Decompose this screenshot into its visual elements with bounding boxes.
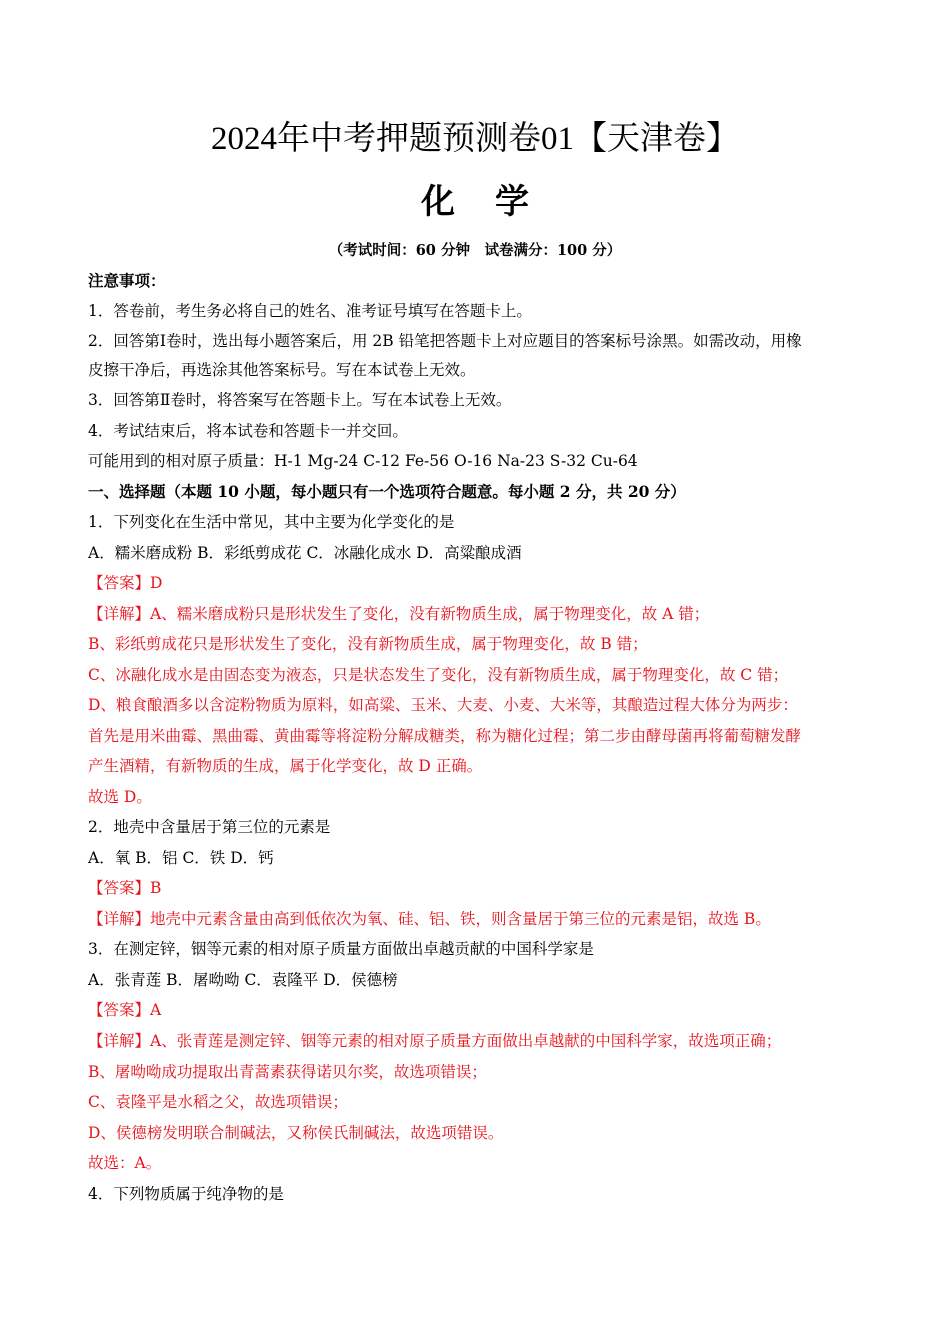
- section-heading: 一、选择题（本题 10 小题，每小题只有一个选项符合题意。每小题 2 分，共 20 分）: [88, 482, 686, 501]
- detail-line: B、彩纸剪成花只是形状发生了变化，没有新物质生成，属于物理变化，故 B 错；: [88, 635, 648, 653]
- detail-line: D、侯德榜发明联合制碱法，又称侯氏制碱法，故选项错误。: [88, 1124, 504, 1142]
- notice-item: 1．答卷前，考生务必将自己的姓名、准考证号填写在答题卡上。: [88, 302, 532, 320]
- atomic-masses: 可能用到的相对原子质量：H-1 Mg-24 C-12 Fe-56 O-16 Na-23 S-32 Cu-64: [88, 452, 638, 470]
- detail-line: B、屠呦呦成功提取出青蒿素获得诺贝尔奖，故选项错误；: [88, 1063, 487, 1081]
- answer-label: 【答案】D: [88, 574, 163, 592]
- notice-item: 2．回答第Ⅰ卷时，选出每小题答案后，用 2B 铅笔把答题卡上对应题目的答案标号涂黑。如需改动，用橡: [88, 332, 802, 350]
- answer-label: 【答案】A: [88, 1001, 162, 1019]
- detail-line: 【详解】A、张青莲是测定锌、铟等元素的相对原子质量方面做出卓越献的中国科学家，故选项正确；: [88, 1032, 782, 1050]
- subject-title: 化学: [421, 182, 569, 222]
- question-options: A．张青莲 B．屠呦呦 C．袁隆平 D．侯德榜: [88, 971, 398, 989]
- question-stem: 3．在测定锌，铟等元素的相对原子质量方面做出卓越贡献的中国科学家是: [88, 940, 594, 958]
- detail-line: 【详解】A、糯米磨成粉只是形状发生了变化，没有新物质生成，属于物理变化，故 A 错；: [88, 605, 710, 623]
- question-options: A．糯米磨成粉 B．彩纸剪成花 C．冰融化成水 D．高粱酿成酒: [88, 544, 522, 562]
- detail-line: 故选 D。: [88, 788, 152, 806]
- detail-line: 故选：A。: [88, 1154, 162, 1172]
- notice-item: 皮擦干净后，再选涂其他答案标号。写在本试卷上无效。: [88, 361, 476, 379]
- question-options: A．氧 B．铝 C．铁 D．钙: [88, 849, 274, 867]
- notice-heading: 注意事项：: [88, 271, 166, 290]
- detail-line: D、粮食酿酒多以含淀粉物质为原料，如高粱、玉米、大麦、小麦、大米等，其酿造过程大体分为两步：: [88, 696, 798, 714]
- detail-line: 产生酒精，有新物质的生成，属于化学变化，故 D 正确。: [88, 757, 483, 775]
- exam-info: （考试时间：60 分钟 试卷满分：100 分）: [328, 242, 622, 259]
- detail-line: C、冰融化成水是由固态变为液态，只是状态发生了变化，没有新物质生成，属于物理变化，故 C 错；: [88, 666, 789, 684]
- detail-line: 首先是用米曲霉、黑曲霉、黄曲霉等将淀粉分解成糖类，称为糖化过程；第二步由酵母菌再将葡萄糖发酵: [88, 727, 802, 745]
- detail-line: C、袁隆平是水稻之父，故选项错误；: [88, 1093, 348, 1111]
- notice-item: 4．考试结束后，将本试卷和答题卡一并交回。: [88, 422, 408, 440]
- question-stem: 4．下列物质属于纯净物的是: [88, 1185, 284, 1203]
- question-stem: 1．下列变化在生活中常见，其中主要为化学变化的是: [88, 513, 455, 531]
- detail-line: 【详解】地壳中元素含量由高到低依次为氧、硅、铝、铁，则含量居于第三位的元素是铝，故选 B。: [88, 910, 771, 928]
- notice-item: 3．回答第Ⅱ卷时，将答案写在答题卡上。写在本试卷上无效。: [88, 391, 512, 409]
- answer-label: 【答案】B: [88, 879, 162, 897]
- question-stem: 2．地壳中含量居于第三位的元素是: [88, 818, 331, 836]
- exam-title: 2024年中考押题预测卷01【天津卷】: [211, 121, 739, 157]
